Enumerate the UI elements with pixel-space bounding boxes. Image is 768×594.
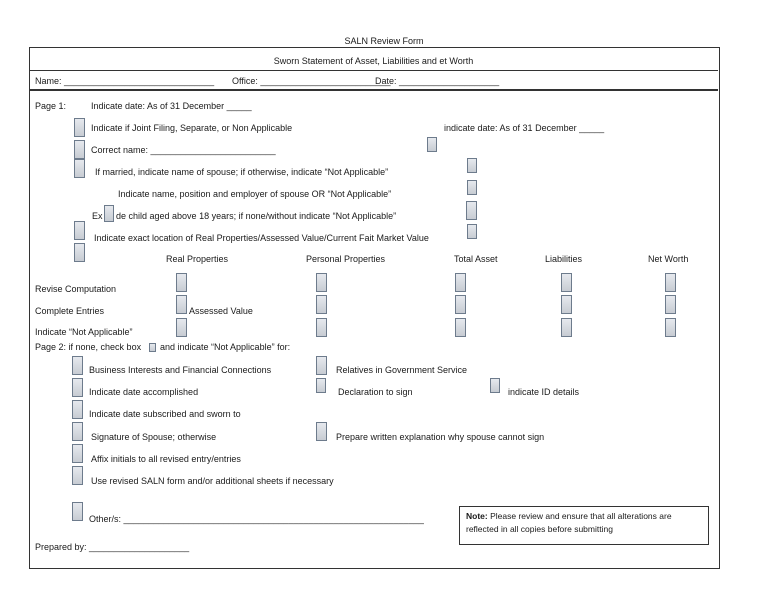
checkbox-signature-spouse[interactable] bbox=[72, 422, 83, 441]
checkbox-revise-liabilities[interactable] bbox=[561, 273, 572, 292]
item-business-interests: Business Interests and Financial Connections bbox=[89, 365, 272, 375]
checkbox-revise-personal[interactable] bbox=[316, 273, 327, 292]
column-personal-properties: Personal Properties bbox=[306, 254, 386, 264]
column-net-worth: Net Worth bbox=[648, 254, 689, 264]
item-declaration: Declaration to sign bbox=[338, 387, 413, 397]
checkbox-spouse-name-right[interactable] bbox=[467, 158, 477, 173]
page1-label: Page 1: bbox=[35, 101, 67, 111]
office-field[interactable]: Office: __________________________ bbox=[232, 76, 391, 86]
page1-indicate-date: Indicate date: As of 31 December _____ bbox=[91, 101, 252, 111]
item-correct-name: Correct name: _________________________ bbox=[91, 145, 276, 155]
checkbox-written-explanation[interactable] bbox=[316, 422, 327, 441]
item-joint-filing: Indicate if Joint Filing, Separate, or Non Applicable bbox=[91, 123, 293, 133]
checkbox-declaration[interactable] bbox=[316, 378, 326, 393]
note-text: Please review and ensure that all alterations are reflected in all copies before submitting bbox=[466, 511, 672, 534]
checkbox-joint-filing[interactable] bbox=[74, 118, 85, 137]
checkbox-page2-inline[interactable] bbox=[149, 343, 156, 352]
item-real-properties-location: Indicate exact location of Real Properties/Assessed Value/Current Fait Market Value bbox=[94, 233, 429, 243]
date-field[interactable]: Date: ____________________ bbox=[375, 76, 500, 86]
checkbox-spouse-name[interactable] bbox=[74, 159, 85, 178]
checkbox-affix-initials[interactable] bbox=[72, 444, 83, 463]
checkbox-date-subscribed[interactable] bbox=[72, 400, 83, 419]
item-written-explanation: Prepare written explanation why spouse cannot sign bbox=[336, 432, 545, 442]
checkbox-complete-personal[interactable] bbox=[316, 295, 327, 314]
item-spouse-name: If married, indicate name of spouse; if otherwise, indicate “Not Applicable” bbox=[95, 167, 389, 177]
row-not-applicable: Indicate “Not Applicable” bbox=[35, 327, 133, 337]
checkbox-revise-real[interactable] bbox=[176, 273, 187, 292]
checkbox-others[interactable] bbox=[72, 502, 83, 521]
row-complete-entries: Complete Entries bbox=[35, 306, 105, 316]
form-title: SALN Review Form bbox=[344, 36, 424, 46]
header-divider bbox=[29, 89, 718, 91]
item-spouse-employer: Indicate name, position and employer of spouse OR “Not Applicable” bbox=[118, 189, 392, 199]
checkbox-complete-networth[interactable] bbox=[665, 295, 676, 314]
item-date-accomplished: Indicate date accomplished bbox=[89, 387, 199, 397]
column-liabilities: Liabilities bbox=[545, 254, 583, 264]
checkbox-complete-real[interactable] bbox=[176, 295, 187, 314]
name-field[interactable]: Name: ______________________________ bbox=[35, 76, 215, 86]
subtitle-divider bbox=[29, 70, 718, 71]
form-subtitle: Sworn Statement of Asset, Liabilities and et Worth bbox=[273, 56, 474, 66]
column-real-properties: Real Properties bbox=[166, 254, 229, 264]
checkbox-id-details[interactable] bbox=[490, 378, 500, 393]
checkbox-real-properties[interactable] bbox=[74, 221, 85, 240]
checkbox-real-properties-right[interactable] bbox=[467, 224, 477, 239]
item-affix-initials: Affix initials to all revised entry/entries bbox=[91, 454, 241, 464]
checkbox-correct-name[interactable] bbox=[74, 140, 85, 159]
checkbox-revise-total[interactable] bbox=[455, 273, 466, 292]
assessed-value-label: Assessed Value bbox=[189, 306, 253, 316]
item-relatives: Relatives in Government Service bbox=[336, 365, 468, 375]
checkbox-exclude-child[interactable] bbox=[104, 205, 114, 222]
checkbox-complete-liabilities[interactable] bbox=[561, 295, 572, 314]
item-revised-saln: Use revised SALN form and/or additional sheets if necessary bbox=[91, 476, 334, 486]
checkbox-na-real[interactable] bbox=[176, 318, 187, 337]
right-indicate-date: indicate date: As of 31 December _____ bbox=[444, 123, 605, 133]
checkbox-na-networth[interactable] bbox=[665, 318, 676, 337]
checkbox-complete-total[interactable] bbox=[455, 295, 466, 314]
checkbox-date-accomplished[interactable] bbox=[72, 378, 83, 397]
checkbox-relatives[interactable] bbox=[316, 356, 327, 375]
checkbox-business-interests[interactable] bbox=[72, 356, 83, 375]
prepared-by-field[interactable]: Prepared by: ____________________ bbox=[35, 542, 190, 552]
note-box bbox=[459, 506, 709, 545]
item-exclude-prefix: Ex bbox=[92, 211, 103, 221]
checkbox-na-liabilities[interactable] bbox=[561, 318, 572, 337]
checkbox-revise-networth[interactable] bbox=[665, 273, 676, 292]
checkbox-child-right[interactable] bbox=[466, 201, 477, 220]
others-field[interactable]: Other/s: ____________________________________________________________ bbox=[89, 514, 424, 524]
page2-intro-b: and indicate “Not Applicable” for: bbox=[160, 342, 291, 352]
row-revise-computation: Revise Computation bbox=[35, 284, 117, 294]
item-exclude-child: de child aged above 18 years; if none/without indicate “Not Applicable” bbox=[116, 211, 397, 221]
item-id-details: indicate ID details bbox=[508, 387, 580, 397]
checkbox-na-total[interactable] bbox=[455, 318, 466, 337]
checkbox-spouse-employer-right[interactable] bbox=[467, 180, 477, 195]
checkbox-blank-row[interactable] bbox=[74, 243, 85, 262]
checkbox-revised-saln[interactable] bbox=[72, 466, 83, 485]
checkbox-right-date[interactable] bbox=[427, 137, 437, 152]
item-date-subscribed: Indicate date subscribed and sworn to bbox=[89, 409, 241, 419]
page2-intro-a: Page 2: if none, check box bbox=[35, 342, 142, 352]
column-total-asset: Total Asset bbox=[454, 254, 498, 264]
note-label: Note: bbox=[466, 511, 488, 521]
item-signature-spouse: Signature of Spouse; otherwise bbox=[91, 432, 217, 442]
checkbox-na-personal[interactable] bbox=[316, 318, 327, 337]
